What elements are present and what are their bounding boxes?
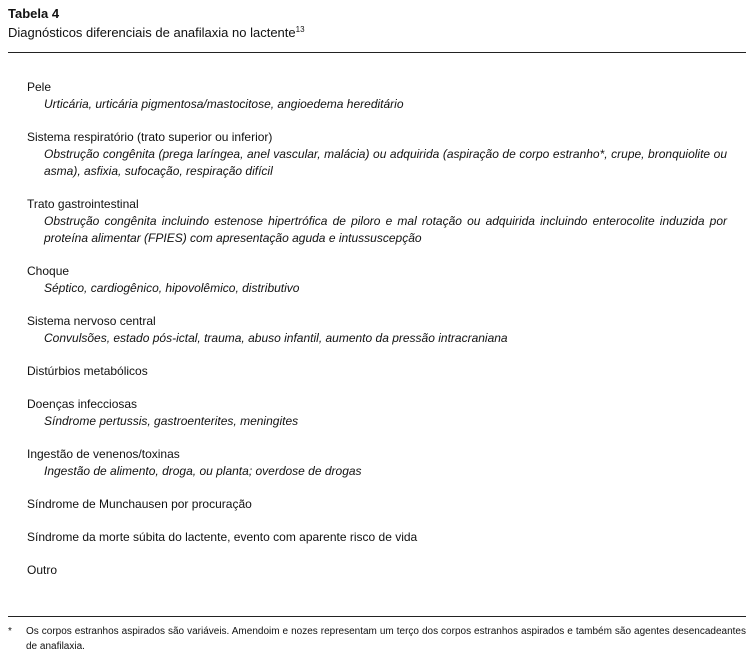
category-detail: Convulsões, estado pós-ictal, trauma, abuso infantil, aumento da pressão intracraniana [44,331,508,345]
list-item [27,363,727,380]
category-label: Choque [27,264,70,278]
category-label: Sistema nervoso central [27,314,156,328]
category-label: Distúrbios metabólicos [27,364,148,378]
category-label: Síndrome de Munchausen por procuração [27,497,252,511]
reference-superscript: 13 [295,25,305,34]
category-label: Doenças infecciosas [27,397,138,411]
category-label: Trato gastrointestinal [27,197,139,211]
list-item [27,196,727,247]
list-item [27,129,727,180]
list-item [27,263,727,297]
table-label: Tabela 4 [8,6,60,21]
category-detail: Ingestão de alimento, droga, ou planta; overdose de drogas [44,464,362,478]
differential-list [27,79,727,595]
category-detail: Urticária, urticária pigmentosa/mastocitose, angioedema hereditário [44,97,404,111]
footnote-text: Os corpos estranhos aspirados são variáveis. Amendoim e nozes representam um terço dos corpos estranhos aspirados e também são agentes desencadeantes de anafilaxia. [26,626,746,652]
category-detail: Síndrome pertussis, gastroenterites, meningites [44,414,299,428]
list-item [27,529,727,546]
table-title [8,25,305,40]
bottom-rule [8,616,746,617]
category-detail: Séptico, cardiogênico, hipovolêmico, distributivo [44,281,300,295]
category-label: Síndrome da morte súbita do lactente, evento com aparente risco de vida [27,530,418,544]
list-item [27,313,727,347]
footnote-mark: * [8,626,12,637]
category-label: Outro [27,563,58,577]
list-item [27,446,727,480]
list-item [27,496,727,513]
footnote [8,624,746,654]
category-detail: Obstrução congênita (prega laríngea, anel vascular, malácia) ou adquirida (aspiração de corpo estranho*, crupe, bronquiolite ou asma), asfixia, sufocação, respiração difícil [44,147,727,178]
list-item [27,562,727,579]
category-detail: Obstrução congênita incluindo estenose hipertrófica de piloro e mal rotação ou adquirida incluindo enterocolite induzida por proteína alimentar (FPIES) com apresentação aguda e intussuscepção [44,214,727,245]
category-label: Ingestão de venenos/toxinas [27,447,180,461]
list-item [27,396,727,430]
top-rule [8,52,746,53]
table-title-text: Diagnósticos diferenciais de anafilaxia no lactente [8,25,296,40]
list-item [27,79,727,113]
category-label: Pele [27,80,52,94]
category-label: Sistema respiratório (trato superior ou inferior) [27,130,273,144]
